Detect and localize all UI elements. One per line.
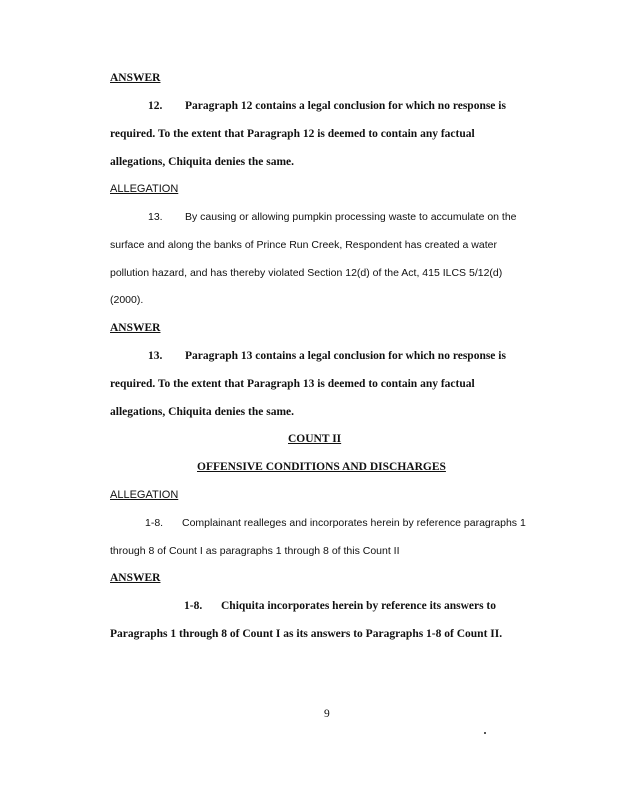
scan-artifact	[484, 732, 486, 734]
allegation-heading: ALLEGATION	[110, 489, 179, 501]
paragraph-text: Paragraph 12 contains a legal conclusion for which no response is	[185, 100, 506, 112]
answer-paragraph-line	[148, 349, 506, 363]
answer-paragraph-line: allegations, Chiquita denies the same.	[110, 156, 295, 168]
answer-heading: ANSWER	[110, 572, 161, 584]
paragraph-number: 1-8.	[145, 517, 164, 529]
count-subtitle: OFFENSIVE CONDITIONS AND DISCHARGES	[197, 461, 446, 473]
allegation-paragraph-line	[148, 210, 517, 224]
answer-paragraph-line: required. To the extent that Paragraph 12 is deemed to contain any factual	[110, 128, 475, 140]
paragraph-text: By causing or allowing pumpkin processing waste to accumulate on the	[185, 211, 517, 223]
count-title: COUNT II	[288, 433, 342, 445]
paragraph-text: Chiquita incorporates herein by reference its answers to	[221, 600, 497, 612]
paragraph-text: Paragraph 13 contains a legal conclusion for which no response is	[185, 350, 506, 362]
answer-paragraph-line: allegations, Chiquita denies the same.	[110, 406, 295, 418]
answer-heading: ANSWER	[110, 322, 161, 334]
paragraph-number: 13.	[148, 350, 163, 362]
paragraph-number: 12.	[148, 100, 163, 112]
allegation-heading: ALLEGATION	[110, 183, 179, 195]
answer-paragraph-line	[148, 99, 506, 113]
allegation-paragraph-line	[145, 516, 526, 530]
allegation-paragraph-line: (2000).	[110, 294, 144, 306]
allegation-paragraph-line: through 8 of Count I as paragraphs 1 through 8 of this Count II	[110, 545, 400, 557]
answer-paragraph-line	[184, 599, 496, 613]
paragraph-text: Complainant realleges and incorporates herein by reference paragraphs 1	[182, 517, 526, 529]
paragraph-number: 1-8.	[184, 600, 203, 612]
allegation-paragraph-line: pollution hazard, and has thereby violated Section 12(d) of the Act, 415 ILCS 5/12(d)	[110, 267, 503, 279]
answer-heading: ANSWER	[110, 72, 161, 84]
answer-paragraph-line: required. To the extent that Paragraph 13 is deemed to contain any factual	[110, 378, 475, 390]
paragraph-number: 13.	[148, 211, 163, 223]
page-number: 9	[324, 708, 330, 720]
allegation-paragraph-line: surface and along the banks of Prince Run Creek, Respondent has created a water	[110, 239, 497, 251]
answer-paragraph-line: Paragraphs 1 through 8 of Count I as its answers to Paragraphs 1-8 of Count II.	[110, 628, 503, 640]
